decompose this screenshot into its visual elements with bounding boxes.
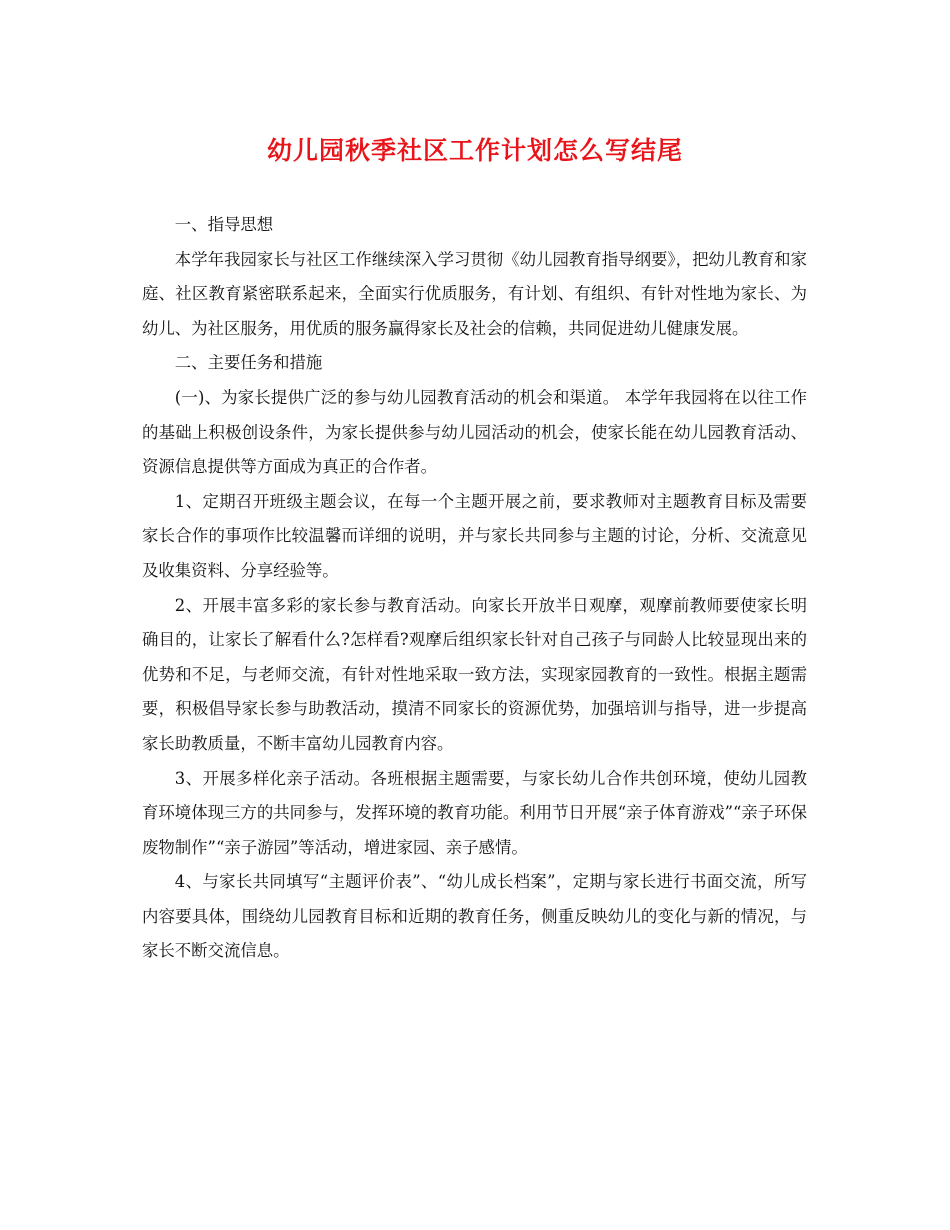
- document-body: [142, 208, 807, 969]
- paragraph-task-overview: (一)、为家长提供广泛的参与幼儿园教育活动的机会和渠道。 本学年我园将在以往工作的基础上积极创设条件，为家长提供参与幼儿园活动的机会，使家长能在幼儿园教育活动、资源信息提供等方面成为真正的合作者。: [142, 387, 807, 477]
- document-title: 幼儿园秋季社区工作计划怎么写结尾: [266, 136, 683, 165]
- paragraph-item-2: 2、开展丰富多彩的家长参与教育活动。向家长开放半日观摩，观摩前教师要使家长明确目的，让家长了解看什么?怎样看?观摩后组织家长针对自己孩子与同龄人比较显现出来的优势和不足，与老师交流，有针对性地采取一致方法，实现家园教育的一致性。根据主题需要，积极倡导家长参与助教活动，摸清不同家长的资源优势，加强培训与指导，进一步提高家长助教质量，不断丰富幼儿园教育内容。: [142, 595, 807, 753]
- paragraph-item-4: 4、与家长共同填写“主题评价表”、“幼儿成长档案”，定期与家长进行书面交流，所写内容要具体，围绕幼儿园教育目标和近期的教育任务，侧重反映幼儿的变化与新的情况，与家长不断交流信息。: [142, 872, 807, 961]
- paragraph-item-1: 1、定期召开班级主题会议，在每一个主题开展之前，要求教师对主题教育目标及需要家长合作的事项作比较温馨而详细的说明，并与家长共同参与主题的讨论，分析、交流意见及收集资料、分享经验等。: [142, 491, 807, 580]
- section-heading-main-tasks: 二、主要任务和措施: [174, 353, 323, 373]
- paragraph-guiding-ideology: 本学年我园家长与社区工作继续深入学习贯彻《幼儿园教育指导纲要》，把幼儿教育和家庭、社区教育紧密联系起来，全面实行优质服务，有计划、有组织、有针对性地为家长、为幼儿、为社区服务，用优质的服务赢得家长及社会的信赖，共同促进幼儿健康发展。: [142, 249, 807, 338]
- paragraph-item-3: 3、开展多样化亲子活动。各班根据主题需要，与家长幼儿合作共创环境，使幼儿园教育环境体现三方的共同参与，发挥环境的教育功能。利用节日开展“亲子体育游戏”“亲子环保废物制作”“亲子游园”等活动，增进家园、亲子感情。: [142, 768, 807, 857]
- section-heading-guiding-ideology: 一、指导思想: [174, 215, 274, 234]
